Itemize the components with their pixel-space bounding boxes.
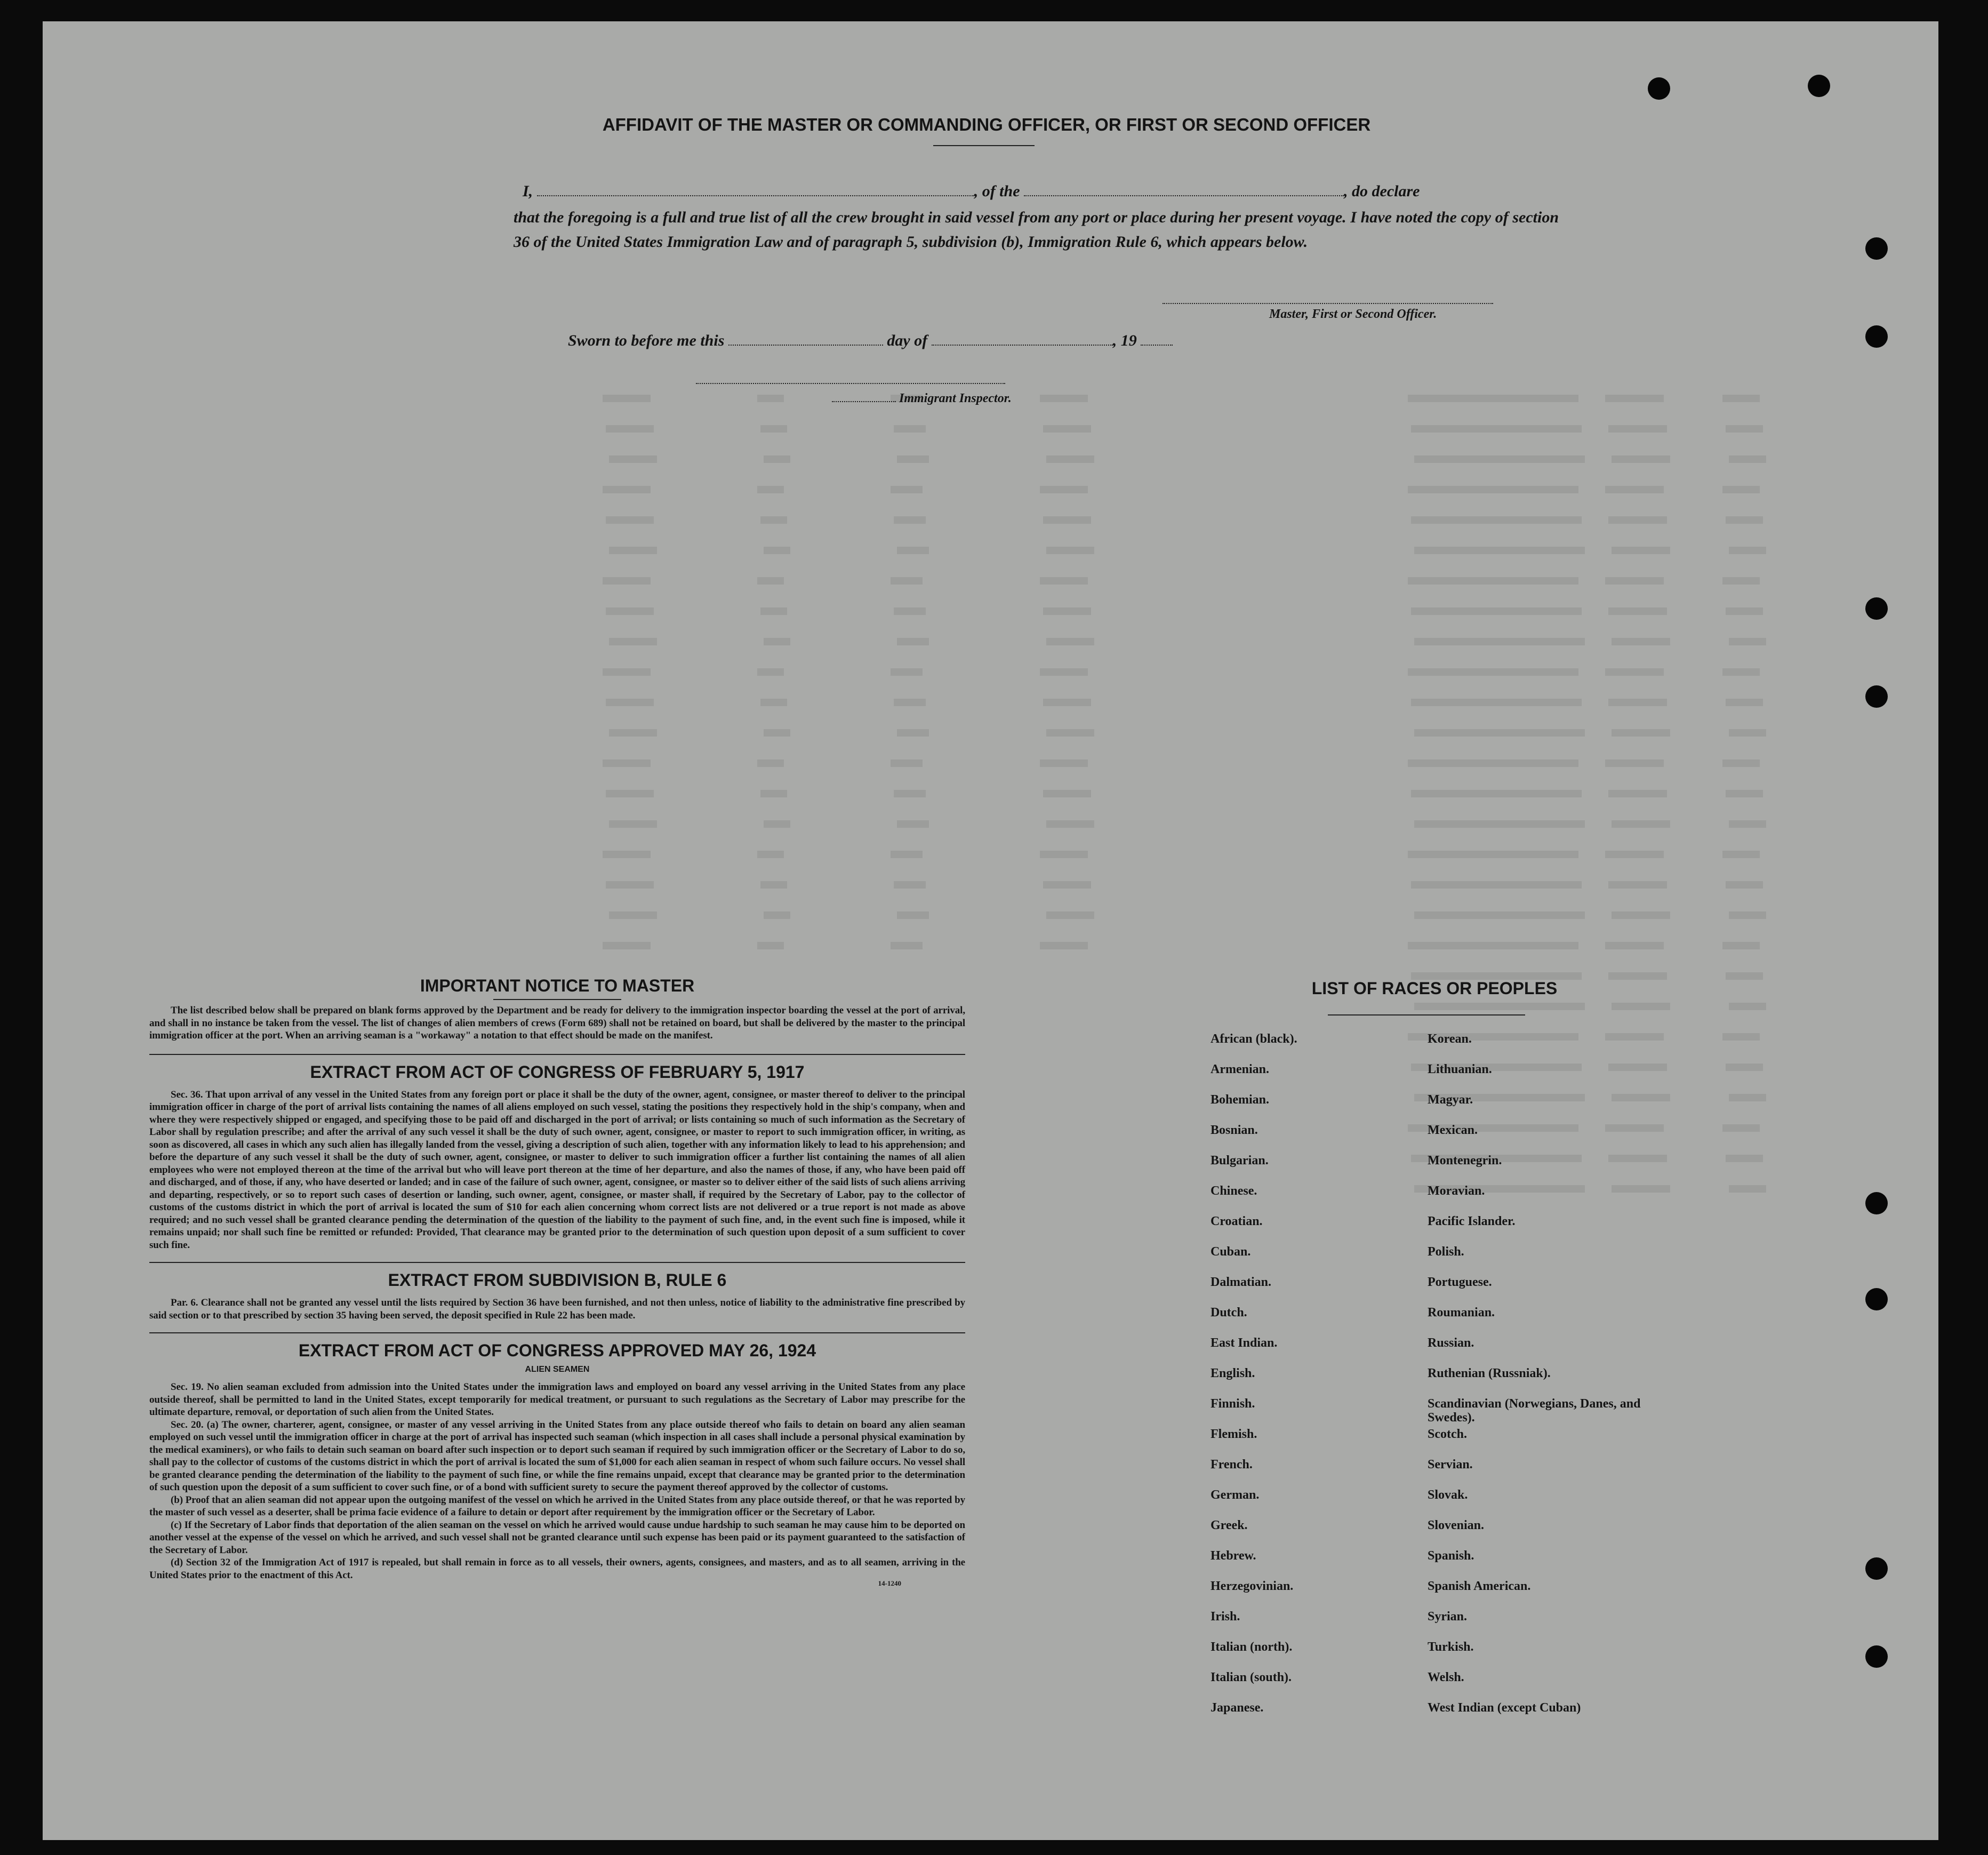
ghost-mark: [1605, 577, 1664, 585]
ghost-mark: [606, 516, 654, 524]
race-item: African (black).: [1211, 1032, 1297, 1046]
inspector-dots: [832, 394, 896, 402]
race-item: Servian.: [1428, 1458, 1473, 1472]
ghost-mark: [1729, 820, 1766, 828]
ghost-mark: [609, 820, 657, 828]
race-item: Russian.: [1428, 1336, 1474, 1350]
ghost-mark: [894, 790, 926, 797]
race-item: Dutch.: [1211, 1306, 1247, 1320]
race-item: Croatian.: [1211, 1214, 1263, 1228]
ghost-mark: [1605, 395, 1664, 402]
ghost-mark: [1729, 729, 1766, 737]
race-item: Welsh.: [1428, 1670, 1464, 1684]
ghost-mark: [891, 668, 923, 676]
extract-1924-sec20b: (b) Proof that an alien seaman did not appear upon the outgoing manifest of the vessel on which he arrived in the United States from any place outside thereof, or that he was reported by the master of such vessel as a deserter, shall be prima facie evidence of a failure to detain or deport after requirement by the immigration officer or the Secretary of Labor.: [149, 1494, 965, 1518]
vessel-blank[interactable]: [1024, 181, 1344, 196]
race-item: Syrian.: [1428, 1610, 1468, 1624]
ghost-mark: [764, 638, 790, 645]
ghost-mark: [764, 729, 790, 737]
race-item: Bulgarian.: [1211, 1154, 1269, 1168]
punch-hole: [1865, 685, 1888, 708]
ghost-mark: [1040, 395, 1088, 402]
extract-1924-sec20c: (c) If the Secretary of Labor finds that deportation of the alien seaman on the vessel on which he arrived would cause undue hardship to such seaman he may cause him to be deported on another vessel at the expense of the vessel on which he arrived, and such vessel shall not be granted clearance until such expense has been paid or its payment guaranteed to the satisfaction of the Secretary of Labor.: [149, 1519, 965, 1556]
ghost-mark: [1722, 395, 1760, 402]
ghost-mark: [1046, 455, 1094, 463]
extract-1924-sec19: Sec. 19. No alien seaman excluded from admission into the United States under the immigration laws and employed on board any vessel arriving in the United States from any place outside thereof, shall be permitted to land in the United States, except temporarily for medical treatment, or pursuant to such regulations as the Secretary of Labor may prescribe for the ultimate departure, removal, or deportation of such alien from the United States.: [149, 1381, 965, 1418]
inspector-label-text: Immigrant Inspector.: [899, 391, 1012, 405]
ghost-mark: [1608, 425, 1667, 433]
ghost-mark: [606, 425, 654, 433]
ghost-mark: [1726, 1155, 1763, 1162]
ghost-mark: [1046, 547, 1094, 554]
ghost-mark: [1493, 942, 1578, 949]
ghost-mark: [609, 638, 657, 645]
ghost-mark: [1046, 911, 1094, 919]
ghost-mark: [1496, 699, 1582, 706]
ghost-mark: [1612, 729, 1670, 737]
ghost-mark: [1608, 881, 1667, 889]
ghost-mark: [1729, 911, 1766, 919]
ghost-mark: [1612, 638, 1670, 645]
race-item: West Indian (except Cuban): [1428, 1701, 1581, 1715]
ghost-mark: [1726, 516, 1763, 524]
form-number: 14-1240: [878, 1579, 901, 1587]
ghost-mark: [764, 547, 790, 554]
ghost-mark: [1722, 1124, 1760, 1132]
ghost-mark: [1726, 790, 1763, 797]
ghost-mark: [891, 577, 923, 585]
extract-1924-title: EXTRACT FROM ACT OF CONGRESS APPROVED MAY 26, 1924: [298, 1341, 816, 1360]
ghost-mark: [894, 516, 926, 524]
race-item: Herzegovinian.: [1211, 1579, 1294, 1593]
race-item: Greek.: [1211, 1518, 1248, 1532]
extract-rule6-text: Par. 6. Clearance shall not be granted any vessel until the lists required by Section 36 have been furnished, and not then unless, notice of liability to the administrative fine prescribed by said section or to that prescribed by section 35 having been served, the deposit specified in Rule 22 has been made.: [149, 1297, 965, 1321]
ghost-mark: [760, 881, 787, 889]
ghost-mark: [757, 395, 784, 402]
ghost-mark: [606, 790, 654, 797]
punch-hole: [1865, 237, 1888, 260]
race-item: Moravian.: [1428, 1184, 1485, 1198]
ghost-mark: [1608, 699, 1667, 706]
master-signature-label: Master, First or Second Officer.: [1269, 307, 1437, 321]
race-item: Magyar.: [1428, 1093, 1473, 1107]
ghost-mark: [1500, 455, 1585, 463]
ghost-mark: [609, 455, 657, 463]
punch-hole: [1865, 1645, 1888, 1668]
ghost-mark: [603, 668, 651, 676]
extract-1924-sec20a: Sec. 20. (a) The owner, charterer, agent, consignee, or master of any vessel arriving in the United States from any place outside thereof who fails to detain on board any alien seaman employed on such vessel until the immigration officer in charge at the port of arrival has inspected such seaman (which inspection in all cases shall include a personal physical examination by the medical examiners), or who fails to detain such seaman on board after such inspection or to deport such seaman if required by such immigration officer or the Secretary of Labor to do so, shall pay to the collector of customs of the customs district in which the port of arrival is located the sum of $1,000 for each alien seaman in respect of whom such failure occurs. No vessel shall be granted clearance pending the determination of the liability to the payment of such fine, or while the fine remains unpaid, except that clearance may be granted prior to the determination of such question upon the deposit of a sum sufficient to cover such fine, or of a bond with sufficient surety to secure the payment thereof approved by the collector of customs.: [149, 1419, 965, 1493]
race-item: Japanese.: [1211, 1701, 1264, 1715]
punch-hole: [1865, 597, 1888, 620]
ghost-mark: [764, 820, 790, 828]
ghost-mark: [1605, 759, 1664, 767]
section-divider: [149, 1262, 965, 1263]
ghost-mark: [760, 516, 787, 524]
section-divider: [149, 1332, 965, 1333]
race-item: Finnish.: [1211, 1397, 1255, 1411]
race-item: Polish.: [1428, 1245, 1464, 1259]
ghost-mark: [606, 881, 654, 889]
label-day-of: day of: [887, 332, 928, 349]
race-item: Pacific Islander.: [1428, 1214, 1516, 1228]
notice-text: The list described below shall be prepared on blank forms approved by the Department and be ready for delivery to the immigration inspector boarding the vessel at the port of arrival, and shall in no instance be taken from the vessel. The list of changes of alien members of crews (Form 689) shall not be retained on board, but shall be delivered by the master to the principal immigration officer at the port. When an arriving seaman is a "workaway" a notation to that effect should be made on the manifest.: [149, 1005, 965, 1041]
ghost-mark: [1493, 486, 1578, 493]
ghost-mark: [760, 699, 787, 706]
ghost-mark: [1408, 395, 1498, 402]
ghost-mark: [1726, 425, 1763, 433]
ghost-mark: [1046, 729, 1094, 737]
race-item: French.: [1211, 1458, 1253, 1472]
ghost-mark: [609, 729, 657, 737]
race-item: Spanish American.: [1428, 1579, 1531, 1593]
ghost-mark: [1414, 729, 1505, 737]
ghost-mark: [1493, 577, 1578, 585]
label-sworn: Sworn to before me this: [568, 332, 725, 349]
race-item: Montenegrin.: [1428, 1154, 1502, 1168]
ghost-mark: [1496, 790, 1582, 797]
ghost-mark: [1608, 790, 1667, 797]
ghost-mark: [1408, 668, 1498, 676]
ghost-mark: [894, 607, 926, 615]
ghost-mark: [1605, 942, 1664, 949]
notices-column: [149, 976, 965, 1588]
extract-1917-text: Sec. 36. That upon arrival of any vessel in the United States from any foreign port or place it shall be the duty of the owner, agent, consignee, or master thereof to deliver to the principal immigration officer in charge of the port of arrival lists containing the names of all aliens employed on such vessel, stating the positions they respectively hold in the ship's company, when and where they were respectively shipped or engaged, and specifying those to be paid off and discharged in the port of arrival; or lists containing so much of such information as the Secretary of Labor shall by regulation prescribe; and after the arrival of any such vessel it shall be the duty of such owner, agent, consignee, or master to report to such immigration officer, in writing, as soon as discovered, all cases in which any such alien has illegally landed from the vessel, giving a description of such alien, together with any information likely to lead to his apprehension; and before the departure of any such vessel it shall be the duty of such owner, agent, consignee, or master to deliver to such immigration officer a further list containing the names of all alien employees who were not employed thereon at the time of the arrival but who will leave port thereon at the time of her departure, and also the names of those, if any, who have been paid off and discharged, and of those, if any, who have deserted or landed; and in case of the failure of such owner, agent, consignee, or master so to deliver either of the said lists of such aliens arriving and departing, respectively, or so to report such cases of desertion or landing, such owner, agent, consignee, or master shall, if required by the Secretary of Labor, pay to the collector of customs of the customs district in which the port of arrival is located the sum of $10 for each alien concerning whom correct lists are not delivered or a true report is not made as above required; and no such vessel shall be granted clearance pending the determination of the question of the liability to the payment of such fine, and, in the event such fine is imposed, while it remains unpaid; nor shall such fine be remitted or refunded: Provided, That clearance may be granted prior to the determination of such question upon deposit of a sum sufficient to cover such fine.: [149, 1089, 965, 1251]
race-item: Chinese.: [1211, 1184, 1257, 1198]
ghost-mark: [1729, 1094, 1766, 1101]
ghost-mark: [1729, 638, 1766, 645]
ghost-mark: [1612, 911, 1670, 919]
sworn-line: [568, 331, 1261, 350]
ghost-mark: [1500, 729, 1585, 737]
ghost-mark: [897, 820, 929, 828]
ghost-mark: [1043, 790, 1091, 797]
ghost-mark: [1046, 638, 1094, 645]
ghost-mark: [606, 699, 654, 706]
ghost-mark: [609, 911, 657, 919]
ghost-mark: [1500, 820, 1585, 828]
ghost-mark: [1612, 1003, 1670, 1010]
ghost-mark: [603, 395, 651, 402]
ghost-mark: [757, 942, 784, 949]
race-item: Bohemian.: [1211, 1093, 1270, 1107]
races-title-rule: [1328, 1014, 1525, 1016]
punch-hole: [1808, 75, 1830, 97]
ghost-mark: [891, 851, 923, 858]
race-item: Slovenian.: [1428, 1518, 1485, 1532]
ghost-mark: [1726, 881, 1763, 889]
label-declare: , do declare: [1344, 182, 1420, 200]
ghost-mark: [1414, 547, 1505, 554]
ghost-mark: [1043, 425, 1091, 433]
race-item: Dalmatian.: [1211, 1275, 1271, 1289]
ghost-mark: [1040, 577, 1088, 585]
ghost-mark: [606, 607, 654, 615]
ghost-mark: [764, 455, 790, 463]
ghost-mark: [1612, 547, 1670, 554]
ghost-mark: [1040, 486, 1088, 493]
ghost-mark: [891, 759, 923, 767]
race-item: East Indian.: [1211, 1336, 1278, 1350]
ghost-mark: [891, 942, 923, 949]
ghost-mark: [1722, 577, 1760, 585]
ghost-mark: [1043, 607, 1091, 615]
race-item: Portuguese.: [1428, 1275, 1492, 1289]
declaration-line: [523, 181, 1562, 201]
race-item: Hebrew.: [1211, 1549, 1256, 1563]
race-item: Roumanian.: [1428, 1306, 1495, 1320]
race-item: Italian (north).: [1211, 1640, 1293, 1654]
ghost-mark: [894, 425, 926, 433]
ghost-mark: [1496, 881, 1582, 889]
ghost-mark: [1496, 425, 1582, 433]
inspector-label: [832, 391, 1012, 406]
race-item: Scandinavian (Norwegians, Danes, and Swedes).: [1428, 1397, 1641, 1425]
ghost-mark: [1726, 972, 1763, 980]
ghost-mark: [1726, 699, 1763, 706]
extract-1924-sec20d: (d) Section 32 of the Immigration Act of 1917 is repealed, but shall remain in force as to all vessels, their owners, agents, consignees, and masters, and as to all seamen, arriving in the United States prior to the enactment of this Act.: [149, 1557, 965, 1581]
document-page: [43, 21, 1938, 1840]
ghost-mark: [1411, 607, 1502, 615]
ghost-mark: [760, 425, 787, 433]
ghost-mark: [1605, 668, 1664, 676]
ghost-mark: [897, 911, 929, 919]
ghost-mark: [1408, 942, 1498, 949]
ghost-mark: [1493, 759, 1578, 767]
ghost-mark: [897, 638, 929, 645]
race-item: Bosnian.: [1211, 1123, 1258, 1137]
ghost-mark: [1608, 516, 1667, 524]
race-item: Slovak.: [1428, 1488, 1468, 1502]
ghost-mark: [1726, 607, 1763, 615]
race-item: Italian (south).: [1211, 1670, 1292, 1684]
ghost-mark: [1500, 547, 1585, 554]
ghost-mark: [1040, 851, 1088, 858]
punch-hole: [1865, 325, 1888, 348]
ghost-mark: [757, 486, 784, 493]
ghost-mark: [1411, 790, 1502, 797]
alien-seamen-subtitle: ALIEN SEAMEN: [525, 1365, 590, 1374]
notice-title: IMPORTANT NOTICE TO MASTER: [420, 976, 695, 995]
ghost-mark: [1722, 668, 1760, 676]
ghost-mark: [603, 486, 651, 493]
ghost-mark: [760, 607, 787, 615]
ghost-mark: [1408, 851, 1498, 858]
ghost-mark: [891, 486, 923, 493]
ghost-mark: [1414, 1003, 1505, 1010]
ghost-mark: [764, 911, 790, 919]
ghost-mark: [1726, 1064, 1763, 1071]
punch-hole: [1865, 1288, 1888, 1310]
ghost-mark: [1605, 486, 1664, 493]
ghost-mark: [603, 577, 651, 585]
ghost-mark: [1729, 455, 1766, 463]
race-item: Armenian.: [1211, 1062, 1269, 1076]
race-item: Lithuanian.: [1428, 1062, 1492, 1076]
ghost-mark: [1722, 851, 1760, 858]
ghost-mark: [1729, 1185, 1766, 1193]
race-item: Flemish.: [1211, 1427, 1257, 1441]
race-item: Cuban.: [1211, 1245, 1251, 1259]
ghost-mark: [1411, 516, 1502, 524]
race-item: Spanish.: [1428, 1549, 1474, 1563]
ghost-mark: [894, 699, 926, 706]
punch-hole: [1865, 1557, 1888, 1580]
ghost-mark: [897, 729, 929, 737]
ghost-mark: [1408, 486, 1498, 493]
ghost-mark: [1040, 759, 1088, 767]
name-blank[interactable]: [537, 181, 974, 196]
race-item: German.: [1211, 1488, 1260, 1502]
ghost-mark: [1414, 455, 1505, 463]
race-item: Ruthenian (Russniak).: [1428, 1366, 1551, 1380]
ghost-mark: [609, 547, 657, 554]
ghost-mark: [1043, 699, 1091, 706]
ghost-mark: [1408, 577, 1498, 585]
sworn-month-blank[interactable]: [932, 331, 1113, 346]
ghost-mark: [760, 790, 787, 797]
inspector-signature-line[interactable]: [696, 383, 1005, 384]
ghost-mark: [1493, 395, 1578, 402]
race-item: Turkish.: [1428, 1640, 1474, 1654]
races-title: LIST OF RACES OR PEOPLES: [1311, 979, 1558, 998]
ghost-mark: [1496, 607, 1582, 615]
sworn-year-blank[interactable]: [1141, 331, 1173, 346]
ghost-mark: [1040, 668, 1088, 676]
ghost-mark: [1493, 851, 1578, 858]
notice-rule: [493, 999, 621, 1000]
ghost-mark: [1040, 942, 1088, 949]
extract-rule6-title: EXTRACT FROM SUBDIVISION B, RULE 6: [388, 1270, 727, 1290]
ghost-mark: [1722, 759, 1760, 767]
ghost-mark: [1043, 516, 1091, 524]
ghost-mark: [1500, 1003, 1585, 1010]
extract-1917-title: EXTRACT FROM ACT OF CONGRESS OF FEBRUARY 5, 1917: [310, 1062, 805, 1082]
master-signature-line[interactable]: [1163, 303, 1493, 304]
ghost-mark: [1411, 881, 1502, 889]
ghost-mark: [1722, 942, 1760, 949]
affidavit-title: AFFIDAVIT OF THE MASTER OR COMMANDING OFFICER, OR FIRST OR SECOND OFFICER: [602, 115, 1371, 134]
ghost-mark: [603, 759, 651, 767]
label-of-the: , of the: [974, 182, 1020, 200]
ghost-mark: [1729, 1003, 1766, 1010]
ghost-mark: [1408, 759, 1498, 767]
ghost-mark: [603, 942, 651, 949]
ghost-mark: [1722, 1033, 1760, 1041]
ghost-mark: [1493, 668, 1578, 676]
ghost-mark: [897, 547, 929, 554]
ghost-mark: [1612, 455, 1670, 463]
ghost-mark: [1496, 516, 1582, 524]
ghost-mark: [757, 759, 784, 767]
ghost-mark: [1414, 820, 1505, 828]
ghost-mark: [1411, 699, 1502, 706]
ghost-mark: [897, 455, 929, 463]
ghost-mark: [1612, 820, 1670, 828]
race-item: Mexican.: [1428, 1123, 1478, 1137]
ghost-mark: [1414, 638, 1505, 645]
ghost-mark: [1500, 911, 1585, 919]
race-item: Scotch.: [1428, 1427, 1467, 1441]
section-divider: [149, 1054, 965, 1055]
ghost-mark: [1046, 820, 1094, 828]
race-item: Korean.: [1428, 1032, 1472, 1046]
ghost-mark: [603, 851, 651, 858]
race-item: English.: [1211, 1366, 1255, 1380]
ghost-mark: [1414, 911, 1505, 919]
ghost-mark: [757, 577, 784, 585]
ghost-mark: [894, 881, 926, 889]
ghost-mark: [1043, 881, 1091, 889]
ghost-mark: [757, 668, 784, 676]
ghost-mark: [1729, 547, 1766, 554]
race-item: Irish.: [1211, 1610, 1240, 1624]
ghost-mark: [757, 851, 784, 858]
label-i: I,: [523, 182, 533, 200]
label-year: , 19: [1112, 332, 1137, 349]
title-rule: [933, 145, 1035, 146]
ghost-mark: [1605, 851, 1664, 858]
ghost-mark: [1608, 607, 1667, 615]
ghost-mark: [1500, 638, 1585, 645]
ghost-mark: [1722, 486, 1760, 493]
punch-hole: [1865, 1192, 1888, 1214]
punch-hole: [1648, 77, 1670, 100]
affidavit-body: that the foregoing is a full and true list of all the crew brought in said vessel from any port or place during her present voyage. I have noted the copy of section 36 of the United States Immigration Law and of paragraph 5, subdivision (b), Immigration Rule 6, which appears below.: [514, 209, 1559, 251]
ghost-mark: [1411, 425, 1502, 433]
sworn-day-blank[interactable]: [728, 331, 883, 346]
